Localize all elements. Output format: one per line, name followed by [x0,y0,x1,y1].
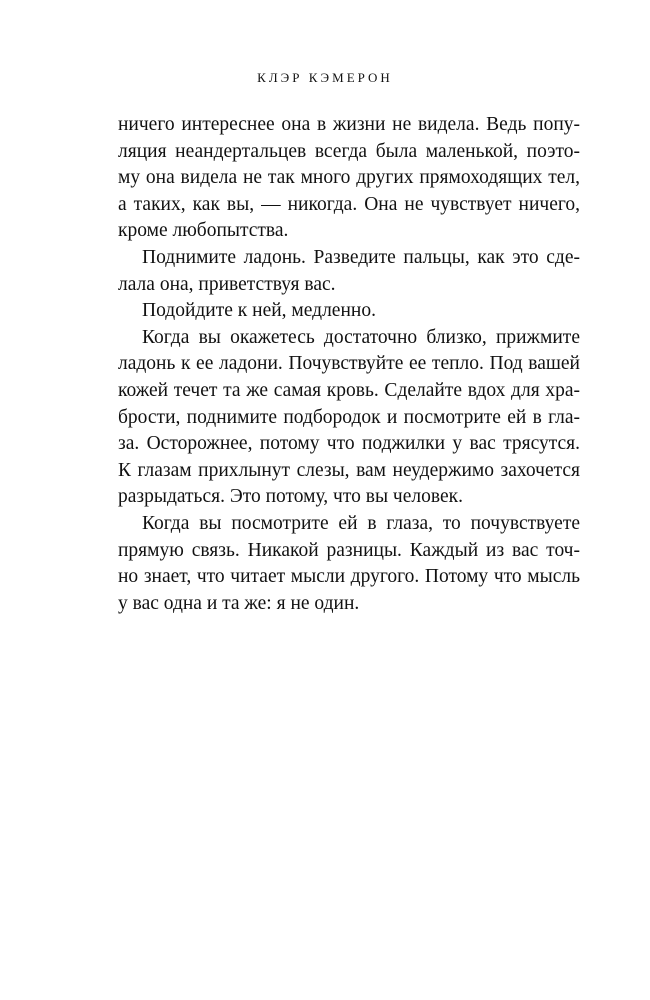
text-line: Когда вы окажетесь достаточно близко, прижмите [142,326,580,348]
text-line: кроме любопытства. [118,220,289,242]
text-line: Когда вы посмотрите ей в глаза, то почувствуете [142,512,580,534]
paragraph [118,325,580,511]
text-line: Подойдите к ней, медленно. [142,300,376,322]
text-line: но знает, что читает мысли другого. Потому что мысль [118,566,580,588]
text-line: за. Осторожнее, потому что поджилки у вас трясутся. [118,433,580,455]
text-line: разрыдаться. Это потому, что вы человек. [118,486,463,508]
text-line: а таких, как вы, — никогда. Она не чувствует ничего, [118,193,580,215]
text-line: ладонь к ее ладони. Почувствуйте ее тепло. Под вашей [118,353,580,375]
running-head: КЛЭР КЭМЕРОН [257,70,393,85]
paragraph [118,298,580,325]
text-line: лала она, приветствуя вас. [118,273,336,295]
text-line: ничего интереснее она в жизни не видела. Ведь попу- [118,114,580,135]
text-line: Поднимите ладонь. Разведите пальцы, как это сде- [142,246,580,268]
text-line: прямую связь. Никакой разницы. Каждый из вас точ- [118,539,580,561]
text-line: му она видела не так много других прямоходящих тел, [118,167,580,189]
paragraph [118,511,580,617]
paragraph [118,112,580,245]
body-text [118,112,580,617]
text-line: кожей течет та же самая кровь. Сделайте вдох для хра- [118,379,580,401]
text-line: К глазам прихлынут слезы, вам неудержимо захочется [118,459,580,481]
text-line: брости, поднимите подбородок и посмотрите ей в гла- [118,406,580,428]
text-line: ляция неандертальцев всегда была маленькой, поэто- [118,140,580,162]
text-line: у вас одна и та же: я не один. [118,592,360,614]
paragraph [118,245,580,298]
